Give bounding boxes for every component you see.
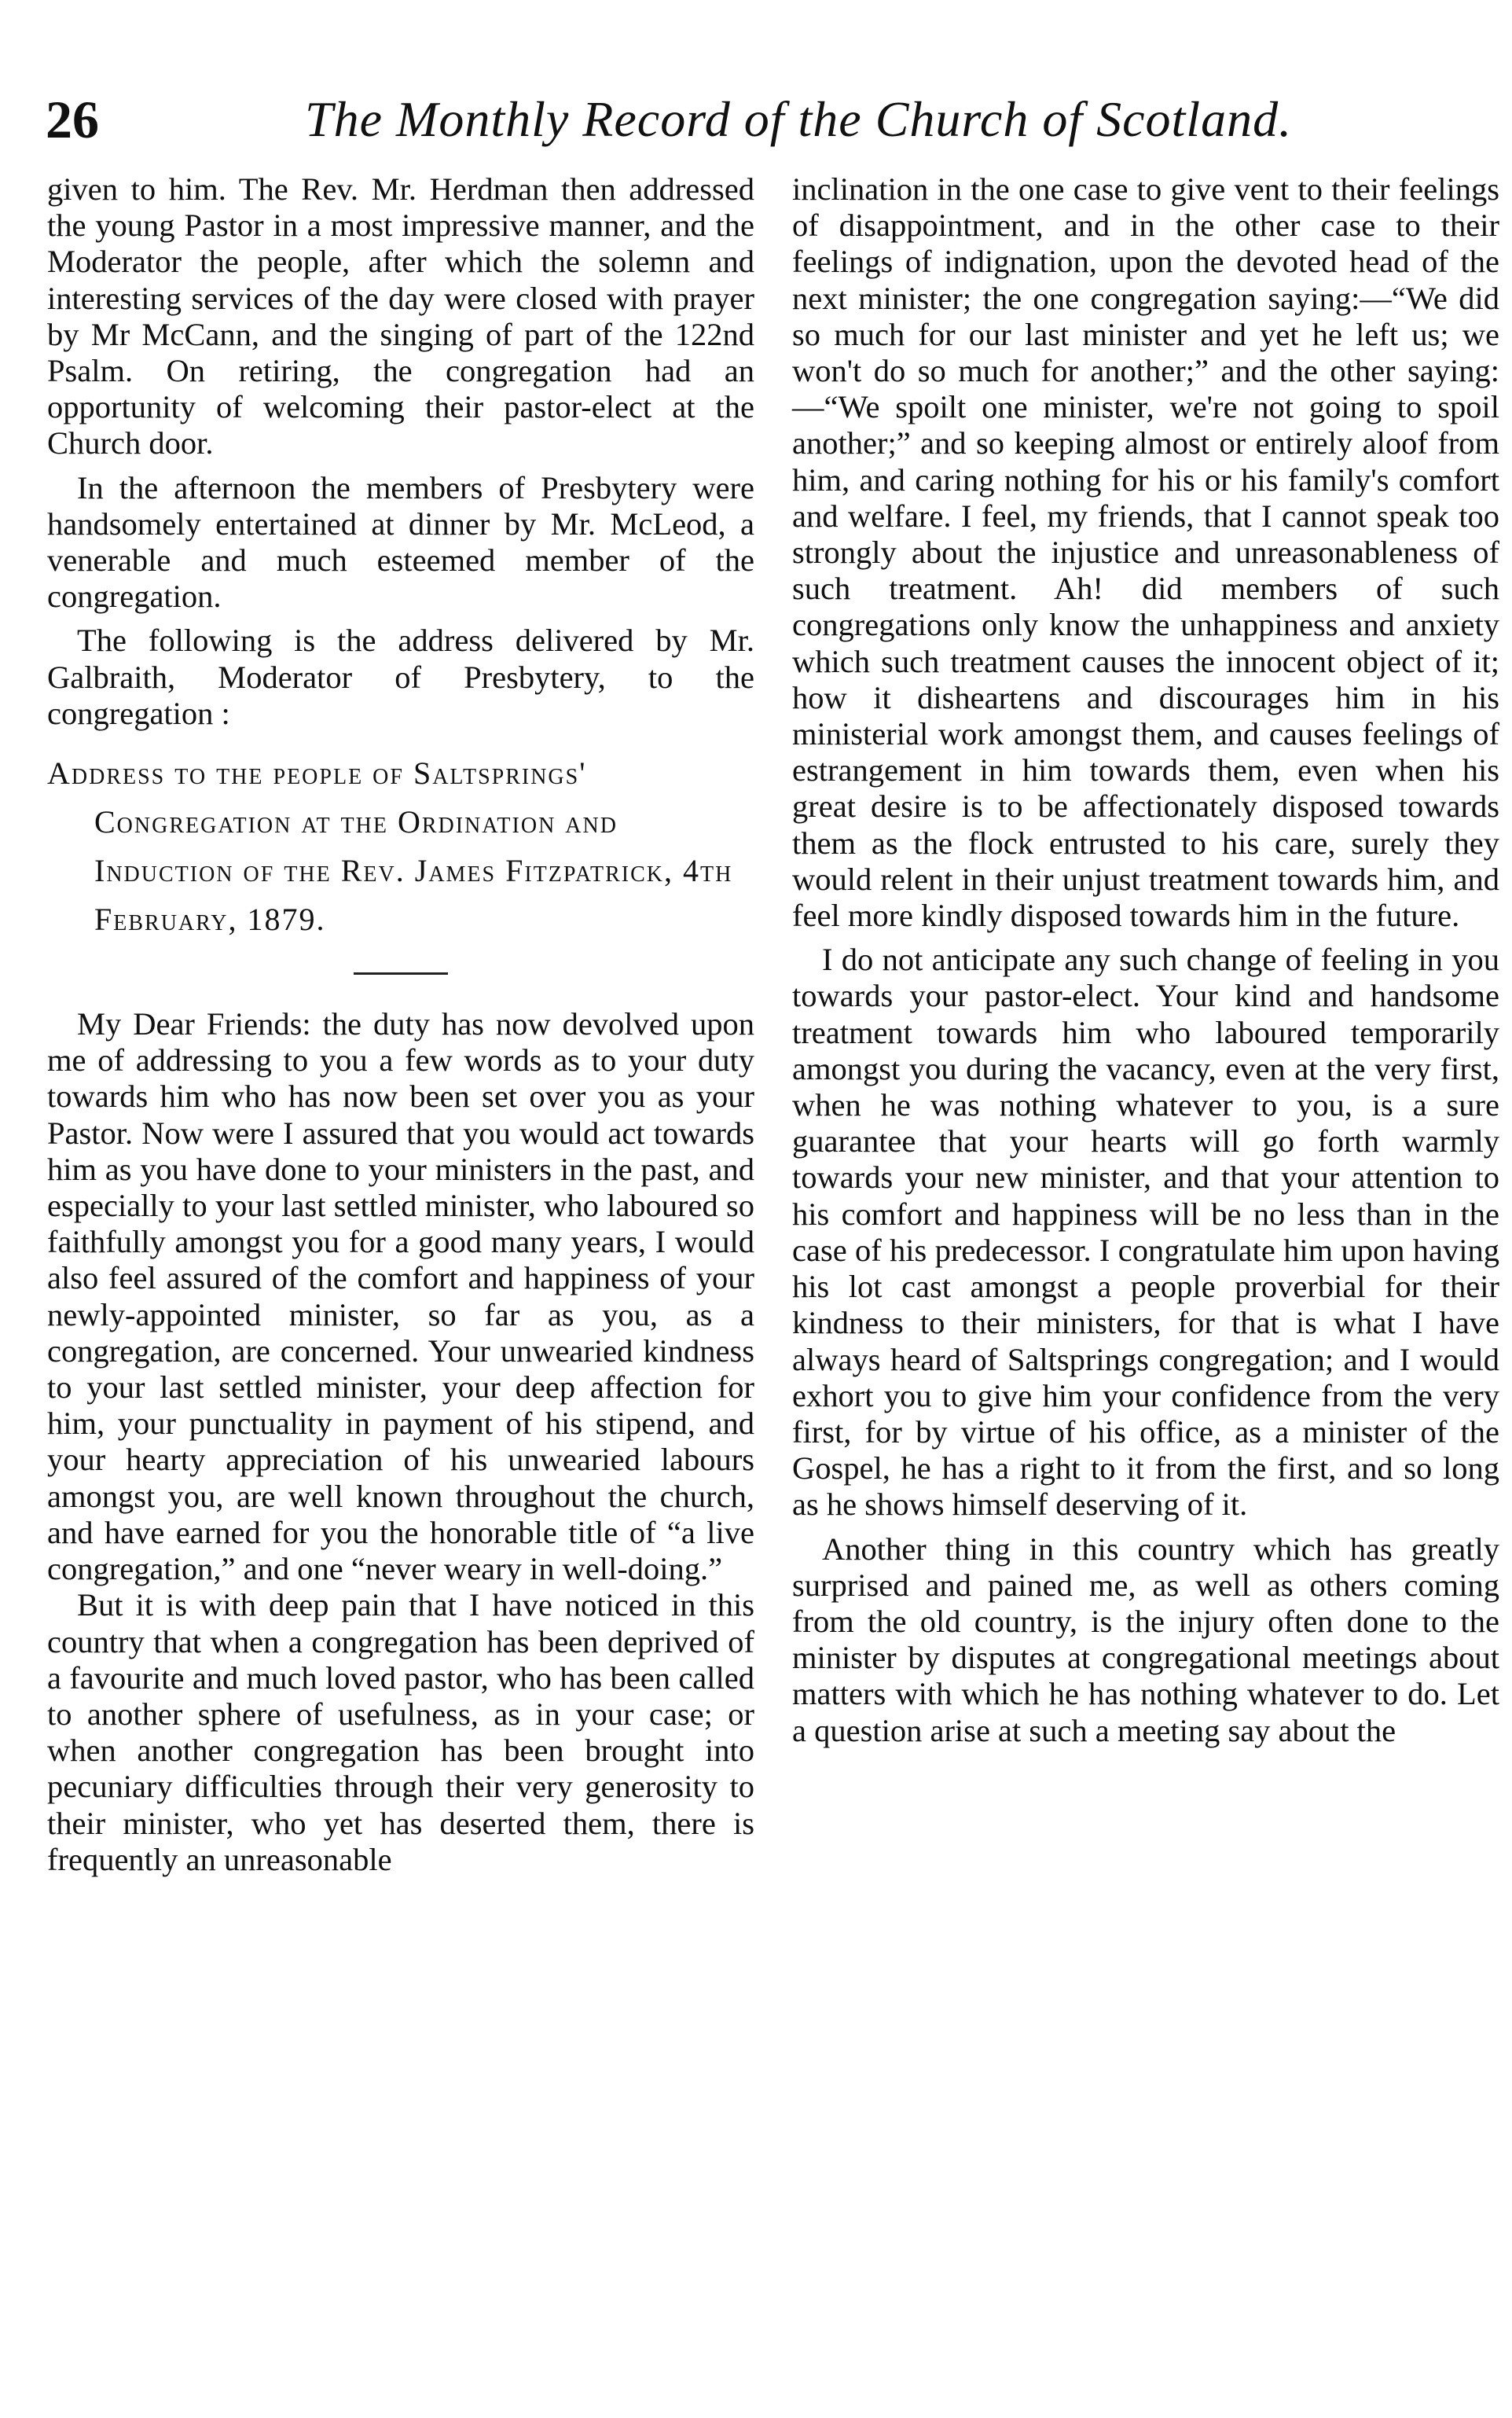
paragraph-presbytery-dinner: In the afternoon the members of Presbytery were handsomely entertained at dinner by Mr. McLeod, a venerable and much esteemed member of the congregation. <box>47 469 754 615</box>
paragraph-address-intro: The following is the address delivered by Mr. Galbraith, Moderator of Presbytery, to the congregation : <box>47 623 754 731</box>
page-number: 26 <box>46 90 99 149</box>
paragraph-another-thing: Another thing in this country which has greatly surprised and pained me, as well as others coming from the old country, is the injury often done to the minister by disputes at congregational meetings about matters with which he has nothing whatever to do. Let a question arise at such a meeting say about the <box>792 1531 1499 1748</box>
left-column <box>47 171 754 1878</box>
paragraph-inclination: inclination in the one case to give vent to their feelings of disappointment, and in the other case to their feelings of indignation, upon the devoted head of the next minister; the one congregation saying:—“We did so much for our last minister and yet he left us; we won't do so much for another;” and the other saying:—“We spoilt one minister, we're not going to spoil another;” and so keeping almost or entirely aloof from him, and caring nothing for his or his family's comfort and welfare. I feel, my friends, that I cannot speak too strongly about the injustice and unreasonableness of such treatment. Ah! did members of such congregations only know the unhappiness and anxiety which such treatment causes the innocent object of it; how it disheartens and discourages him in his ministerial work amongst them, and causes feelings of estrangement in him towards them, even when his great desire is to be affectionately disposed towards them as the flock entrusted to his care, surely they would relent in their unjust treatment towards him, and feel more kindly disposed towards him in the future. <box>792 171 1499 934</box>
address-heading: Address to the people of Saltsprings' Congregation at the Ordination and Induction of the Rev. James Fitzpatrick, 4th February, 1879. <box>47 755 733 938</box>
paragraph-no-change: I do not anticipate any such change of feeling in you towards your pastor-elect. Your kind and handsome treatment towards him who laboured temporarily amongst you during the vacancy, even at the very first, when he was nothing whatever to you, is a sure guarantee that your hearts will go forth warmly towards your new minister, and that your attention to his comfort and happiness will be no less than in the case of his predecessor. I congratulate him upon having his lot cast amongst a people proverbial for their kindness to their ministers, for that is what I have always heard of Saltsprings congregation; and I would exhort you to give him your confidence from the very first, for by virtue of his office, as a minister of the Gospel, he has a right to it from the first, and so long as he shows himself deserving of it. <box>792 942 1499 1523</box>
running-title: The Monthly Record of the Church of Scotland. <box>305 91 1293 147</box>
paragraph-address-greeting: My Dear Friends: the duty has now devolved upon me of addressing to you a few words as to your duty towards him who has now been set over you as your Pastor. Now were I assured that you would act towards him as you have done to your ministers in the past, and especially to your last settled minister, who laboured so faithfully amongst you for a good many years, I would also feel assured of the comfort and happiness of your newly-appointed minister, so far as you, as a congregation, are concerned. Your unwearied kindness to your last settled minister, your deep affection for him, your punctuality in payment of his stipend, and your hearty appreciation of his unwearied labours amongst you, are well known throughout the church, and have earned for you the honorable title of “a live congregation,” and one “never weary in well-doing.” <box>47 1006 754 1587</box>
page-header <box>46 88 1293 159</box>
section-divider <box>354 972 448 975</box>
right-column <box>792 171 1499 1749</box>
paragraph-deep-pain: But it is with deep pain that I have noticed in this country that when a congregation has been deprived of a favourite and much loved pastor, who has been called to another sphere of usefulness, as in your case; or when another congregation has been brought into pecuniary difficulties through their very generosity to their minister, who yet has deserted them, there is frequently an unreasonable <box>47 1587 754 1877</box>
paragraph-ordination-close: given to him. The Rev. Mr. Herdman then addressed the young Pastor in a most impressive manner, and the Moderator the people, after which the solemn and interesting services of the day were closed with prayer by Mr McCann, and the singing of part of the 122nd Psalm. On retiring, the congregation had an opportunity of welcoming their pastor-elect at the Church door. <box>47 171 754 461</box>
